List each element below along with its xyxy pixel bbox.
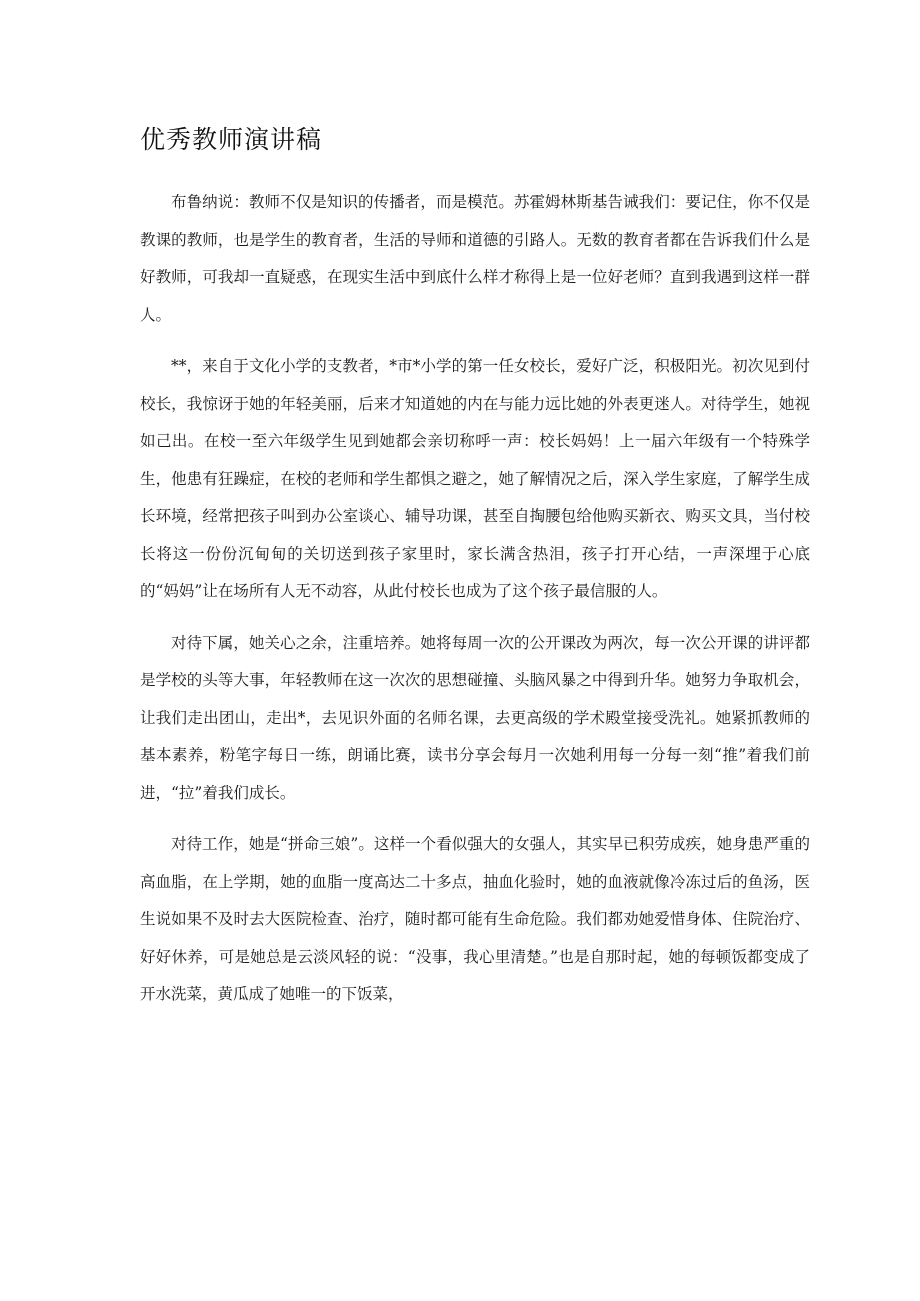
paragraph-2: **，来自于文化小学的支教者，*市*小学的第一任女校长，爱好广泛，积极阳光。初次见到付校长，我惊讶于她的年轻美丽，后来才知道她的内在与能力远比她的外表更迷人。对待学生，她视如己出。在校一至六年级学生见到她都会亲切称呼一声：校长妈妈！上一届六年级有一个特殊学生，他患有狂躁症，在校的老师和学生都惧之避之，她了解情况之后，深入学生家庭，了解学生成长环境，经常把孩子叫到办公室谈心、辅导功课，甚至自掏腰包给他购买新衣、购买文具，当付校长将这一份份沉甸甸的关切送到孩子家里时，家长满含热泪，孩子打开心结，一声深埋于心底的“妈妈”让在场所有人无不动容，从此付校长也成为了这个孩子最信服的人。	[140, 357, 810, 600]
paragraph-3: 对待下属，她关心之余，注重培养。她将每周一次的公开课改为两次，每一次公开课的讲评都是学校的头等大事，年轻教师在这一次次的思想碰撞、头脑风暴之中得到升华。她努力争取机会，让我们走出团山，走出*，去见识外面的名师名课，去更高级的学术殿堂接受洗礼。她紧抓教师的基本素养，粉笔字每日一练，朗诵比赛，读书分享会每月一次她利用每一分每一刻“推”着我们前进，“拉”着我们成长。	[140, 633, 810, 802]
document-title: 优秀教师演讲稿	[140, 125, 323, 154]
paragraph-1: 布鲁纳说：教师不仅是知识的传播者，而是模范。苏霍姆林斯基告诫我们：要记住，你不仅是教课的教师，也是学生的教育者，生活的导师和道德的引路人。无数的教育者都在告诉我们什么是好教师，可我却一直疑惑，在现实生活中到底什么样才称得上是一位好老师？直到我遇到这样一群人。	[140, 193, 810, 324]
paragraph-4: 对待工作，她是“拼命三娘”。这样一个看似强大的女强人，其实早已积劳成疾，她身患严重的高血脂，在上学期，她的血脂一度高达二十多点，抽血化验时，她的血液就像冷冻过后的鱼汤，医生说如果不及时去大医院检查、治疗，随时都可能有生命危险。我们都劝她爱惜身体、住院治疗、好好休养，可是她总是云淡风轻的说：“没事，我心里清楚。”也是自那时起，她的每顿饭都变成了开水洗菜，黄瓜成了她唯一的下饭菜，	[140, 835, 810, 1003]
